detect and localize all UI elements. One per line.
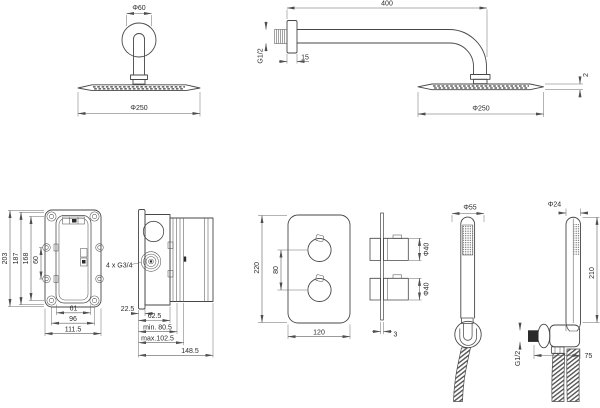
- label-connections-text: 4 x G3/4: [106, 262, 133, 270]
- dim-label-total-depth: 148.5: [181, 348, 199, 355]
- dim-label-flange-depth: 15: [301, 54, 309, 62]
- dim-label-width-opening: 61: [69, 305, 78, 313]
- dim-label-head-thickness: 2: [583, 73, 590, 77]
- dim-label-head-diameter: Φ250: [130, 105, 148, 112]
- wand-nozzle-band: [574, 224, 580, 256]
- dim-label-height-outer: 203: [2, 252, 9, 265]
- dim-label-arm-length: 400: [381, 0, 393, 8]
- dim-label-width-holes: 96: [69, 315, 77, 323]
- dim-label-depth-min: min. 80.5: [143, 324, 172, 332]
- dim-label-head-diameter-side: Φ250: [472, 105, 490, 113]
- dim-label-wand-diameter: Φ24: [547, 201, 562, 209]
- dim-label-plate-height: 220: [254, 261, 261, 274]
- dim-label-box-depth: 62.5: [147, 313, 162, 321]
- dim-label-wand-length: 210: [589, 267, 596, 279]
- dim-label-plate-thickness: 3: [393, 331, 398, 339]
- hose-side-left-strand: [552, 354, 565, 402]
- dim-label-plate-width: 120: [313, 329, 325, 337]
- dim-label-flange-diameter: Φ60: [132, 5, 146, 12]
- dim-label-height-frame: 187: [13, 252, 20, 265]
- dim-label-width-outer: 111.5: [64, 326, 82, 334]
- dim-label-holder-diameter: Φ55: [463, 204, 477, 212]
- dim-label-wall-thread: G1/2: [257, 48, 265, 64]
- hose-side-right-strand: [567, 349, 580, 402]
- dim-label-knob1-diameter: Φ40: [423, 242, 431, 257]
- wall-thread-nipple: [528, 330, 539, 342]
- dim-label-depth-max: max.102.5: [141, 335, 174, 343]
- dim-label-handle-spacing: 80: [273, 266, 280, 274]
- dim-label-projection: 75: [584, 353, 593, 360]
- dim-label-knob2-diameter: Φ40: [423, 282, 431, 296]
- dim-label-port-spacing: 60: [33, 256, 40, 264]
- dim-label-flange-depth: 22.5: [120, 306, 135, 313]
- dim-label-height-holes: 168: [23, 252, 30, 265]
- dim-label-outlet-thread: G1/2: [515, 350, 522, 367]
